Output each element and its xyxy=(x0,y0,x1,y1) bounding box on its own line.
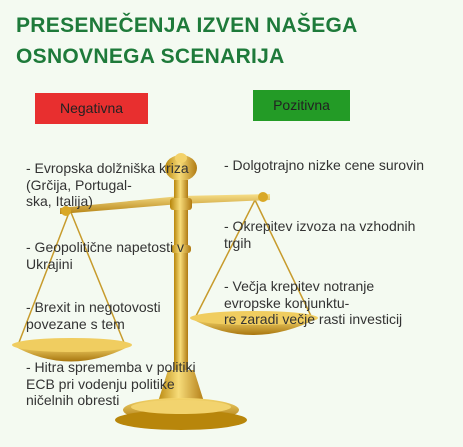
list-item: - Večja krepitev notranje evropske konjunktu- re zaradi večje rasti investicij xyxy=(224,278,403,327)
list-item: - Okrepitev izvoza na vzhodnih trgih xyxy=(224,218,416,251)
positive-label: Pozitivna xyxy=(253,90,350,121)
list-item: - Brexit in negotovosti povezane s tem xyxy=(26,299,161,332)
list-item: - Hitra sprememba v politiki ECB pri vodenju politike ničelnih obresti xyxy=(26,359,196,408)
list-item: - Evropska dolžniška kriza (Grčija, Portugal- ska, Italija) xyxy=(26,160,189,209)
negative-label: Negativna xyxy=(35,93,148,124)
page-title: PRESENEČENJA IZVEN NAŠEGA OSNOVNEGA SCENARIJA xyxy=(16,14,357,68)
list-item: - Geopolitične napetosti v Ukrajini xyxy=(26,239,184,272)
list-item: - Dolgotrajno nizke cene surovin xyxy=(224,157,424,173)
